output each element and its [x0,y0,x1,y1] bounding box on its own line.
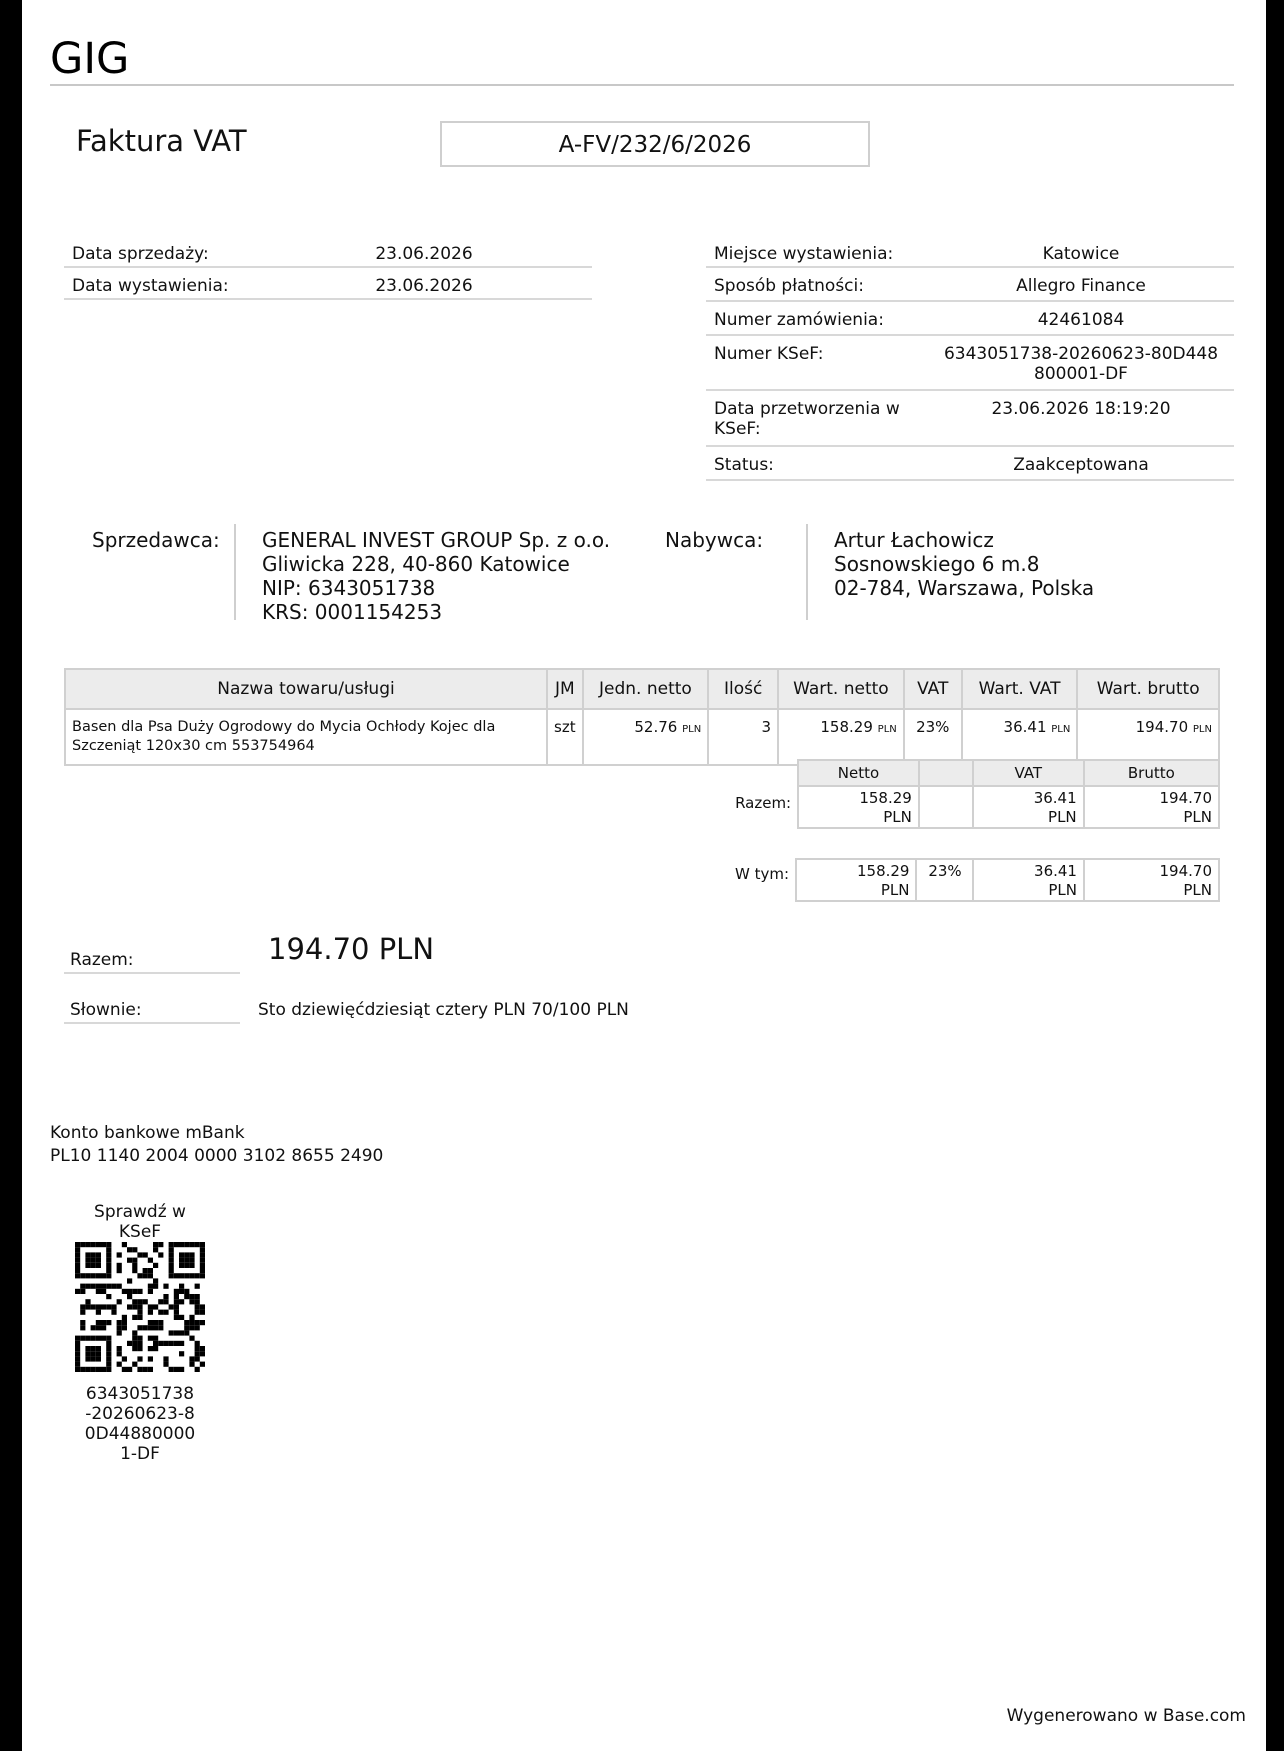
detail-label: Numer KSeF: [714,344,824,364]
date-value: 23.06.2026 [375,276,473,296]
qr-code-icon [75,1242,205,1372]
items-header-row [65,669,1219,709]
ksef-number-line: 800001-DF [1034,364,1128,384]
date-label: Data wystawienia: [72,276,229,296]
seller-line: NIP: 6343051738 [262,576,436,600]
in-words-value: Sto dziewięćdziesiąt cztery PLN 70/100 PLN [258,1000,629,1020]
total-label: Razem: [64,950,240,974]
detail-value [936,344,1226,384]
date-value: 23.06.2026 [375,244,473,264]
seller-line: KRS: 0001154253 [262,600,443,624]
item-unit: szt [547,709,583,765]
buyer-line: Artur Łachowicz [834,528,994,552]
item-vat-value: 36.41 PLN [962,709,1078,765]
seller-label: Sprzedawca: [92,528,220,552]
item-unit-net: 52.76 PLN [583,709,709,765]
date-row [64,236,592,268]
detail-row [706,268,1234,302]
summary-razem-vat: 36.41 PLN [973,786,1084,828]
footer-generated: Wygenerowano w Base.com [1006,1706,1246,1726]
table-row [65,709,1219,765]
column-header: Nazwa towaru/usługi [65,669,547,709]
item-name: Basen dla Psa Duży Ogrodowy do Mycia Ochłody Kojec dla Szczeniąt 120x30 cm 553754964 [65,709,547,765]
detail-row [706,236,1234,268]
items-table [64,668,1220,766]
detail-label: Status: [714,455,774,475]
invoice-page [22,0,1266,1751]
date-row [64,268,592,300]
buyer-divider [806,524,808,620]
summary-wtym-netto: 158.29 PLN [796,859,916,901]
detail-value: 23.06.2026 18:19:20 [991,399,1171,419]
summary-wtym-row [710,859,1219,901]
detail-label: Miejsce wystawienia: [714,244,894,264]
summary-header-brutto: Brutto [1084,760,1219,786]
detail-row [706,391,1234,447]
buyer-info [834,528,1094,600]
seller-line: Gliwicka 228, 40-860 Katowice [262,552,570,576]
header-divider [50,84,1234,86]
bank-iban: PL10 1140 2004 0000 3102 8655 2490 [50,1146,384,1166]
summary-razem-row [710,786,1219,828]
summary-wtym-vat: 36.41 PLN [973,859,1084,901]
item-vat-rate: 23% [904,709,962,765]
summary-wtym-rate: 23% [916,859,973,901]
summary-razem-label: Razem: [735,794,792,812]
seller-info [262,528,610,624]
detail-value: Allegro Finance [1016,276,1146,296]
in-words-label: Słownie: [64,1000,240,1024]
detail-label: Sposób płatności: [714,276,864,296]
buyer-line: Sosnowskiego 6 m.8 [834,552,1040,576]
document-title: Faktura VAT [76,124,247,158]
detail-label: Data przetworzenia w KSeF: [714,399,900,439]
qr-caption: Sprawdź w KSeF [94,1202,186,1242]
column-header: Jedn. netto [583,669,709,709]
seller-line: GENERAL INVEST GROUP Sp. z o.o. [262,528,611,552]
detail-row [706,336,1234,391]
detail-label: Numer zamówienia: [714,310,884,330]
summary-header-row [710,760,1219,786]
item-net: 158.29 PLN [778,709,904,765]
detail-value: Zaakceptowana [1013,455,1149,475]
column-header: JM [547,669,583,709]
detail-row [706,302,1234,336]
summary-wtym-brutto: 194.70 PLN [1084,859,1219,901]
company-logo: GIG [50,34,130,84]
qr-code-text: 6343051738 -20260623-8 0D44880000 1-DF [84,1384,196,1464]
column-header: VAT [904,669,962,709]
column-header: Wart. netto [778,669,904,709]
document-number: A-FV/232/6/2026 [440,121,870,167]
detail-value: Katowice [1042,244,1120,264]
date-label: Data sprzedaży: [72,244,209,264]
summary-wtym-label: W tym: [735,865,790,883]
seller-divider [234,524,236,620]
summary-razem-netto: 158.29 PLN [798,786,919,828]
detail-value: 42461084 [1037,310,1125,330]
summary-header-netto: Netto [798,760,919,786]
column-header: Ilość [708,669,778,709]
ksef-number-line: 6343051738-20260623-80D448 [943,344,1219,364]
total-value: 194.70 PLN [268,932,435,966]
buyer-label: Nabywca: [665,528,764,552]
item-gross: 194.70 PLN [1077,709,1219,765]
summary-razem-table [710,759,1220,829]
buyer-line: 02-784, Warszawa, Polska [834,576,1095,600]
bank-account [50,1122,383,1168]
column-header: Wart. VAT [962,669,1078,709]
bank-name: Konto bankowe mBank [50,1123,245,1143]
summary-header-vat: VAT [973,760,1084,786]
column-header: Wart. brutto [1077,669,1219,709]
ksef-qr-block [72,1202,208,1464]
item-quantity: 3 [708,709,778,765]
summary-wtym-table [710,858,1220,902]
summary-razem-brutto: 194.70 PLN [1084,786,1219,828]
detail-row [706,447,1234,481]
